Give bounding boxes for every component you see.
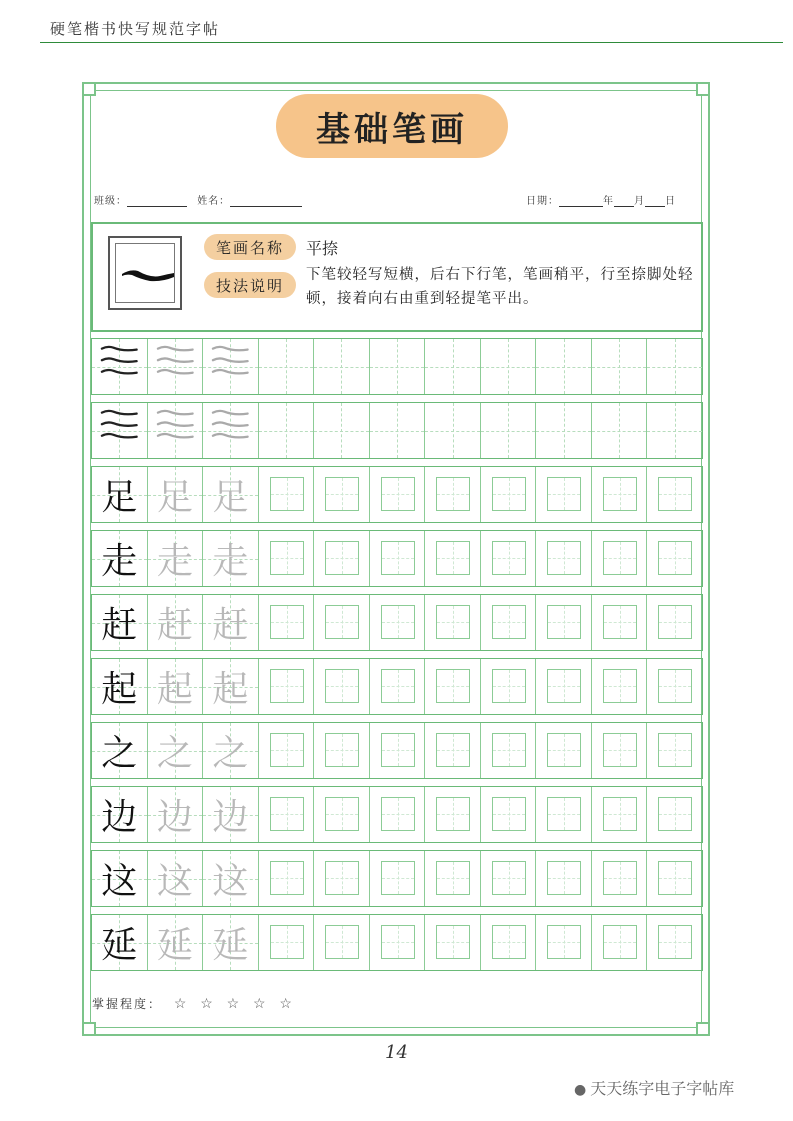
trace-character-cell[interactable] (203, 595, 259, 650)
practice-cell[interactable] (536, 915, 592, 970)
practice-cell[interactable] (536, 531, 592, 586)
class-label: 班级： (94, 196, 127, 207)
practice-cell[interactable] (92, 339, 148, 394)
trace-character: 走 (156, 541, 193, 582)
model-character: 之 (101, 733, 138, 774)
practice-cell[interactable] (148, 403, 204, 458)
trace-character-cell[interactable] (148, 723, 204, 778)
practice-cell[interactable] (481, 467, 537, 522)
frame-corner-top-left (82, 82, 96, 96)
practice-cell[interactable] (314, 595, 370, 650)
practice-cell[interactable] (481, 723, 537, 778)
watermark (574, 1076, 734, 1099)
practice-cell[interactable] (536, 595, 592, 650)
star-icon[interactable]: ☆ (253, 996, 268, 1012)
star-icon[interactable]: ☆ (226, 996, 242, 1012)
stroke-practice-row (91, 338, 703, 395)
character-practice-row (91, 658, 703, 715)
trace-character-cell[interactable] (148, 787, 204, 842)
practice-cell[interactable] (314, 723, 370, 778)
practice-cell[interactable] (536, 723, 592, 778)
practice-cell[interactable] (259, 851, 315, 906)
model-character: 足 (101, 477, 138, 518)
year-label: 年 (603, 196, 614, 207)
trace-character: 起 (156, 669, 193, 710)
frame-corner-bottom-left (82, 1022, 96, 1036)
practice-cell[interactable] (481, 403, 537, 458)
month-label: 月 (634, 196, 645, 207)
practice-cell[interactable] (259, 467, 315, 522)
practice-cell[interactable] (536, 787, 592, 842)
date-info (526, 192, 676, 207)
practice-cell[interactable] (481, 595, 537, 650)
practice-cell[interactable] (481, 339, 537, 394)
star-icon[interactable]: ☆ (173, 996, 189, 1012)
practice-cell[interactable] (370, 851, 426, 906)
year-field[interactable] (559, 196, 603, 207)
practice-cell[interactable] (647, 787, 702, 842)
header-divider (40, 42, 783, 43)
practice-cell[interactable] (536, 339, 592, 394)
method-tag: 技法说明 (204, 272, 296, 298)
stroke-demo-box (108, 236, 182, 310)
date-label: 日期： (526, 196, 559, 207)
practice-cell[interactable] (425, 851, 481, 906)
practice-cell[interactable] (259, 531, 315, 586)
practice-cell[interactable] (370, 723, 426, 778)
trace-character: 足 (212, 477, 249, 518)
character-practice-row (91, 850, 703, 907)
trace-character: 赶 (212, 605, 249, 646)
practice-cell[interactable] (425, 659, 481, 714)
practice-cell[interactable] (314, 531, 370, 586)
practice-cell[interactable] (592, 723, 648, 778)
stroke-name: 平捺 (306, 239, 339, 258)
trace-character-cell[interactable] (203, 467, 259, 522)
trace-character-cell[interactable] (148, 595, 204, 650)
name-label: 姓名： (197, 196, 231, 207)
practice-cell[interactable] (259, 595, 315, 650)
practice-cell[interactable] (592, 339, 648, 394)
practice-cell[interactable] (592, 403, 648, 458)
class-field[interactable] (127, 196, 187, 207)
practice-cell[interactable] (259, 339, 315, 394)
model-character: 赶 (101, 605, 138, 646)
practice-cell[interactable] (314, 403, 370, 458)
practice-cell[interactable] (370, 531, 426, 586)
character-practice-row (91, 722, 703, 779)
trace-character: 边 (156, 797, 193, 838)
practice-cell[interactable] (203, 403, 259, 458)
practice-cell[interactable] (314, 467, 370, 522)
trace-character: 之 (212, 733, 249, 774)
practice-cell[interactable] (481, 531, 537, 586)
trace-character-cell[interactable] (203, 787, 259, 842)
practice-cell[interactable] (647, 595, 702, 650)
practice-cell[interactable] (370, 339, 426, 394)
model-character: 起 (101, 669, 138, 710)
practice-cell[interactable] (536, 467, 592, 522)
practice-cell[interactable] (647, 531, 702, 586)
frame-corner-top-right (696, 82, 710, 96)
practice-cell[interactable] (425, 531, 481, 586)
model-character-cell (92, 467, 148, 522)
practice-cell[interactable] (425, 787, 481, 842)
character-practice-row (91, 786, 703, 843)
practice-cell[interactable] (536, 659, 592, 714)
practice-cell[interactable] (425, 915, 481, 970)
character-practice-row (91, 530, 703, 587)
header-title: 硬笔楷书快写规范字帖 (50, 20, 221, 38)
practice-cell[interactable] (203, 339, 259, 394)
model-character-cell (92, 659, 148, 714)
practice-cell[interactable] (647, 915, 702, 970)
watermark-text: 天天练字电子字帖库 (590, 1079, 735, 1098)
practice-cell[interactable] (370, 659, 426, 714)
practice-cell[interactable] (259, 659, 315, 714)
character-practice-row (91, 594, 703, 651)
practice-cell[interactable] (481, 851, 537, 906)
practice-cell[interactable] (370, 915, 426, 970)
practice-cell[interactable] (425, 467, 481, 522)
practice-cell[interactable] (481, 659, 537, 714)
trace-character: 起 (212, 669, 249, 710)
practice-cell[interactable] (647, 403, 702, 458)
practice-cell[interactable] (592, 787, 648, 842)
trace-character-cell[interactable] (203, 659, 259, 714)
character-practice-row (91, 466, 703, 523)
student-info (94, 192, 302, 207)
practice-cell[interactable] (425, 595, 481, 650)
practice-cell[interactable] (481, 915, 537, 970)
practice-cell[interactable] (370, 787, 426, 842)
practice-cell[interactable] (314, 851, 370, 906)
practice-cell[interactable] (592, 851, 648, 906)
frame-corner-bottom-right (696, 1022, 710, 1036)
trace-character-cell[interactable] (148, 915, 204, 970)
practice-cell[interactable] (314, 659, 370, 714)
model-character: 这 (101, 861, 138, 902)
trace-character: 边 (212, 797, 249, 838)
wechat-icon: ● (574, 1082, 587, 1098)
practice-cell[interactable] (370, 595, 426, 650)
trace-character-cell[interactable] (148, 851, 204, 906)
trace-character: 走 (212, 541, 249, 582)
practice-cell[interactable] (425, 403, 481, 458)
practice-cell[interactable] (647, 659, 702, 714)
practice-cell[interactable] (259, 723, 315, 778)
page-title: 基础笔画 (276, 94, 508, 158)
practice-cell[interactable] (536, 403, 592, 458)
stroke-description: 下笔较轻写短横，后右下行笔，笔画稍平，行至捺脚处轻顿，接着向右由重到轻提笔平出。 (306, 267, 694, 307)
mastery-rating (92, 995, 294, 1012)
practice-cell[interactable] (592, 531, 648, 586)
day-label: 日 (665, 196, 676, 207)
practice-cell[interactable] (314, 787, 370, 842)
trace-character: 之 (156, 733, 193, 774)
practice-cell[interactable] (647, 467, 702, 522)
month-field[interactable] (614, 196, 634, 207)
practice-cell[interactable] (647, 723, 702, 778)
model-character: 走 (101, 541, 138, 582)
practice-cell[interactable] (647, 851, 702, 906)
practice-cell[interactable] (259, 787, 315, 842)
trace-character: 这 (212, 861, 249, 902)
trace-character-cell[interactable] (203, 531, 259, 586)
trace-character: 足 (156, 477, 193, 518)
stroke-name-tag: 笔画名称 (204, 234, 296, 260)
practice-cell[interactable] (425, 723, 481, 778)
model-character: 边 (101, 797, 138, 838)
practice-cell[interactable] (259, 915, 315, 970)
practice-cell[interactable] (148, 339, 204, 394)
day-field[interactable] (645, 196, 665, 207)
page-number: 14 (385, 1042, 408, 1063)
practice-cell[interactable] (259, 403, 315, 458)
practice-cell[interactable] (370, 403, 426, 458)
practice-cell[interactable] (314, 339, 370, 394)
practice-cell[interactable] (425, 339, 481, 394)
mastery-label: 掌握程度： (92, 997, 163, 1011)
trace-character-cell[interactable] (203, 851, 259, 906)
practice-cell[interactable] (481, 787, 537, 842)
practice-cell[interactable] (314, 915, 370, 970)
star-icon[interactable]: ☆ (200, 996, 215, 1012)
trace-character-cell[interactable] (203, 915, 259, 970)
model-character-cell (92, 787, 148, 842)
practice-cell[interactable] (592, 467, 648, 522)
star-icon[interactable]: ☆ (279, 996, 294, 1012)
flat-na-stroke-icon (110, 238, 180, 308)
practice-cell[interactable] (370, 467, 426, 522)
trace-character-cell[interactable] (148, 467, 204, 522)
trace-character-cell[interactable] (148, 659, 204, 714)
trace-character-cell[interactable] (203, 723, 259, 778)
practice-cell[interactable] (592, 659, 648, 714)
model-character-cell (92, 851, 148, 906)
practice-cell[interactable] (592, 915, 648, 970)
practice-cell[interactable] (92, 403, 148, 458)
trace-character: 这 (156, 861, 193, 902)
practice-cell[interactable] (592, 595, 648, 650)
model-character: 延 (101, 925, 138, 966)
trace-character: 赶 (156, 605, 193, 646)
model-character-cell (92, 915, 148, 970)
model-character-cell (92, 595, 148, 650)
character-practice-row (91, 914, 703, 971)
practice-cell[interactable] (647, 339, 702, 394)
practice-cell[interactable] (536, 851, 592, 906)
model-character-cell (92, 531, 148, 586)
trace-character: 延 (156, 925, 193, 966)
trace-character-cell[interactable] (148, 531, 204, 586)
name-field[interactable] (230, 196, 302, 207)
stroke-practice-row (91, 402, 703, 459)
trace-character: 延 (212, 925, 249, 966)
model-character-cell (92, 723, 148, 778)
